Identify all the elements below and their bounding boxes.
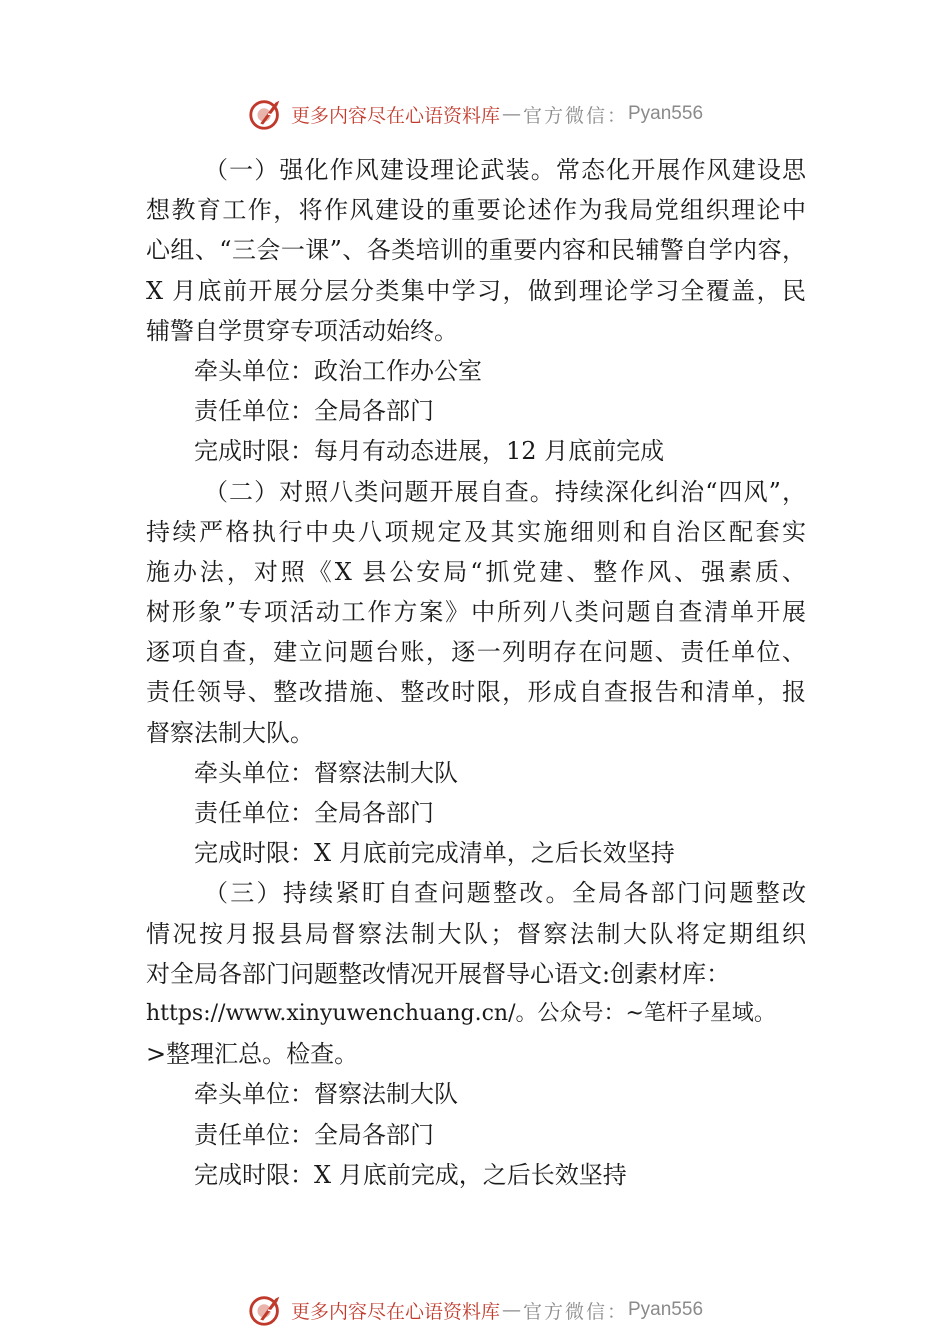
paragraph-2-line-6: 责任领导、整改措施、整改时限，形成自查报告和清单，报 [146,678,806,707]
paragraph-2-line-3: 施办法，对照《X 县公安局“抓党建、整作风、强素质、 [146,557,806,586]
quill-logo-icon [247,1291,285,1329]
paragraph-3-line-5: >整理汇总。检查。 [146,1040,359,1069]
paragraph-2-line-1: （二）对照八类问题开展自查。持续深化纠治“四风”， [204,477,806,506]
deadline-2: 完成时限：X 月底前完成清单，之后长效坚持 [194,839,675,868]
paragraph-2-line-2: 持续严格执行中央八项规定及其实施细则和自治区配套实 [146,517,806,546]
header-banner [0,94,950,134]
footer-banner [0,1290,950,1330]
lead-unit-3: 牵头单位：督察法制大队 [194,1080,458,1109]
paragraph-3-line-3: 对全局各部门问题整改情况开展督导心语文:创素材库： [146,959,731,988]
header-text [291,101,703,128]
paragraph-3-line-4: https://www.xinyuwenchuang.cn/。公众号：~笔杆子星域。 [146,1000,776,1026]
paragraph-2-line-7: 督察法制大队。 [146,718,314,747]
deadline-3: 完成时限：X 月底前完成，之后长效坚持 [194,1160,627,1189]
header-slogan: 更多内容尽在心语资料库 [290,104,500,127]
paragraph-3-line-2: 情况按月报县局督察法制大队；督察法制大队将定期组织 [146,919,806,948]
paragraph-1-line-3: 心组、“三会一课”、各类培训的重要内容和民辅警自学内容， [146,236,806,265]
responsible-unit-2: 责任单位：全局各部门 [194,799,434,827]
footer-wechat-label: 官方微信： [522,1300,628,1323]
document-body [146,150,814,1195]
paragraph-2-line-4: 树形象”专项活动工作方案》中所列八类问题自查清单开展 [146,598,806,627]
header-dash: — [501,103,521,125]
footer-wechat-id: Pyan556 [628,1299,704,1320]
footer-slogan: 更多内容尽在心语资料库 [290,1300,500,1323]
quill-logo-icon [247,95,285,133]
paragraph-2-line-5: 逐项自查，建立问题台账，逐一列明存在问题、责任单位、 [146,638,806,667]
header-wechat-id: Pyan556 [628,103,704,124]
responsible-unit-1: 责任单位：全局各部门 [194,397,434,426]
lead-unit-2: 牵头单位：督察法制大队 [194,758,458,787]
paragraph-1-line-4: X 月底前开展分层分类集中学习，做到理论学习全覆盖，民 [146,276,806,305]
paragraph-1-line-1: （一）强化作风建设理论武装。常态化开展作风建设思 [204,156,806,184]
deadline-1: 完成时限：每月有动态进展，12 月底前完成 [194,437,665,466]
paragraph-1-line-5: 辅警自学贯穿专项活动始终。 [146,316,458,345]
lead-unit-1: 牵头单位：政治工作办公室 [194,356,482,385]
footer-dash: — [501,1299,521,1321]
paragraph-1-line-2: 想教育工作，将作风建设的重要论述作为我局党组织理论中 [146,196,806,225]
responsible-unit-3: 责任单位：全局各部门 [194,1120,434,1149]
footer-text [291,1297,703,1324]
header-wechat-label: 官方微信： [522,104,628,127]
paragraph-3-line-1: （三）持续紧盯自查问题整改。全局各部门问题整改 [204,879,806,908]
